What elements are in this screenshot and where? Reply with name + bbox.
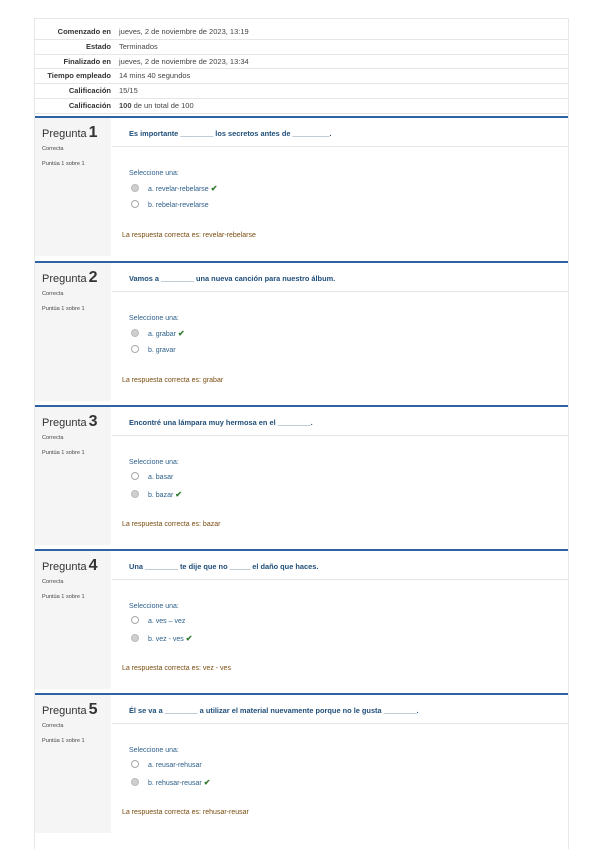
question-num: 3 [88, 413, 98, 430]
question-mark: Puntúa 1 sobre 1 [42, 738, 85, 744]
option-a[interactable] [131, 329, 185, 339]
question-num: 5 [88, 701, 98, 718]
question-info [35, 263, 111, 401]
summary-label: Finalizado en [63, 56, 111, 66]
radio-icon[interactable] [131, 200, 139, 208]
check-icon: ✔ [175, 490, 182, 499]
question-number [42, 701, 98, 719]
summary-row-started [35, 25, 568, 40]
summary-row-time [35, 69, 568, 84]
correct-answer-feedback: La respuesta correcta es: grabar [122, 377, 224, 384]
select-prompt: Seleccione una: [129, 459, 179, 466]
question-number [42, 413, 98, 431]
summary-value: Terminados [119, 41, 158, 51]
option-b[interactable] [131, 201, 209, 211]
radio-selected-icon[interactable] [131, 184, 139, 192]
question-num: 1 [88, 124, 98, 141]
question-4 [35, 549, 568, 693]
question-label: Pregunta [42, 417, 87, 429]
option-a[interactable] [131, 184, 217, 194]
radio-selected-icon[interactable] [131, 778, 139, 786]
radio-icon[interactable] [131, 760, 139, 768]
radio-selected-icon[interactable] [131, 329, 139, 337]
question-info [35, 551, 111, 689]
summary-row-grade [35, 99, 568, 114]
question-text: Él se va a ________ a utilizar el material nuevamente porque no le gusta ________. [129, 706, 419, 715]
summary-row-finished [35, 55, 568, 70]
grade-total: de un total de 100 [131, 100, 194, 110]
divider [112, 146, 568, 147]
check-icon: ✔ [203, 778, 211, 787]
question-text: Es importante ________ los secretos antes de _________. [129, 129, 332, 138]
check-icon: ✔ [178, 329, 185, 338]
option-b[interactable] [131, 634, 193, 644]
radio-selected-icon[interactable] [131, 634, 139, 642]
radio-selected-icon[interactable] [131, 490, 139, 498]
summary-value: jueves, 2 de noviembre de 2023, 13:19 [119, 27, 249, 36]
option-a[interactable] [131, 617, 185, 627]
attempt-summary-table [35, 25, 568, 114]
question-info [35, 407, 111, 545]
summary-label: Estado [85, 41, 111, 51]
question-number [42, 269, 98, 287]
summary-label: Calificación [68, 86, 111, 96]
question-info [35, 118, 111, 256]
question-number [42, 124, 98, 142]
question-text: Encontré una lámpara muy hermosa en el ________. [129, 418, 313, 427]
summary-label: Tiempo empleado [47, 71, 111, 81]
divider [112, 435, 568, 436]
correct-answer-feedback: La respuesta correcta es: rehusar-reusar [122, 809, 249, 816]
summary-value: 14 mins 40 segundos [119, 71, 191, 81]
select-prompt: Seleccione una: [129, 170, 179, 177]
option-a[interactable] [131, 473, 173, 483]
option-label: a. revelar-rebelarse [148, 186, 209, 193]
option-label: a. basar [148, 474, 174, 481]
quiz-review-page [34, 18, 569, 849]
question-text: Una ________ te dije que no _____ el daño que haces. [129, 562, 319, 571]
summary-label: Calificación [68, 100, 111, 110]
divider [112, 723, 568, 724]
summary-value: 15/15 [119, 86, 138, 96]
question-info [35, 695, 111, 833]
summary-row-marks [35, 84, 568, 99]
option-label: b. vez - ves [148, 636, 184, 643]
question-label: Pregunta [42, 705, 87, 717]
option-label: b. gravar [148, 347, 176, 354]
question-5 [35, 693, 568, 837]
option-b[interactable] [131, 490, 182, 500]
summary-row-state [35, 40, 568, 55]
select-prompt: Seleccione una: [129, 747, 179, 754]
question-label: Pregunta [42, 561, 87, 573]
check-icon: ✔ [185, 634, 193, 643]
question-1 [35, 116, 568, 260]
option-label: a. grabar [148, 331, 177, 338]
question-mark: Puntúa 1 sobre 1 [42, 450, 85, 456]
divider [112, 579, 568, 580]
option-label: a. ves – vez [148, 618, 186, 625]
question-mark: Puntúa 1 sobre 1 [42, 161, 85, 167]
option-label: a. reusar-rehusar [148, 762, 202, 769]
question-mark: Puntúa 1 sobre 1 [42, 594, 85, 600]
check-icon: ✔ [210, 184, 218, 193]
select-prompt: Seleccione una: [129, 603, 179, 610]
question-num: 4 [88, 557, 98, 574]
option-label: b. rebelar-revelarse [148, 202, 209, 209]
summary-value: jueves, 2 de noviembre de 2023, 13:34 [119, 56, 249, 66]
option-a[interactable] [131, 761, 202, 771]
correct-answer-feedback: La respuesta correcta es: vez - ves [122, 665, 231, 672]
question-state: Correcta [42, 435, 64, 441]
option-b[interactable] [131, 778, 210, 788]
summary-value [119, 99, 194, 113]
question-state: Correcta [42, 291, 64, 297]
grade-value: 100 [119, 100, 132, 110]
radio-icon[interactable] [131, 345, 139, 353]
question-text: Vamos a ________ una nueva canción para nuestro álbum. [129, 274, 336, 283]
question-2 [35, 261, 568, 405]
question-label: Pregunta [42, 128, 87, 140]
question-state: Correcta [42, 579, 64, 585]
select-prompt: Seleccione una: [129, 315, 179, 322]
question-num: 2 [88, 269, 98, 286]
radio-icon[interactable] [131, 472, 139, 480]
option-b[interactable] [131, 346, 176, 356]
question-number [42, 557, 98, 575]
option-label: b. bazar [148, 492, 174, 499]
question-state: Correcta [42, 146, 64, 152]
correct-answer-feedback: La respuesta correcta es: revelar-rebelarse [122, 232, 256, 239]
question-3 [35, 405, 568, 549]
question-label: Pregunta [42, 273, 87, 285]
correct-answer-feedback: La respuesta correcta es: bazar [122, 521, 221, 528]
question-state: Correcta [42, 723, 64, 729]
option-label: b. rehusar-reusar [148, 780, 202, 787]
summary-label: Comenzado en [57, 27, 111, 36]
radio-icon[interactable] [131, 616, 139, 624]
divider [112, 291, 568, 292]
question-mark: Puntúa 1 sobre 1 [42, 306, 85, 312]
